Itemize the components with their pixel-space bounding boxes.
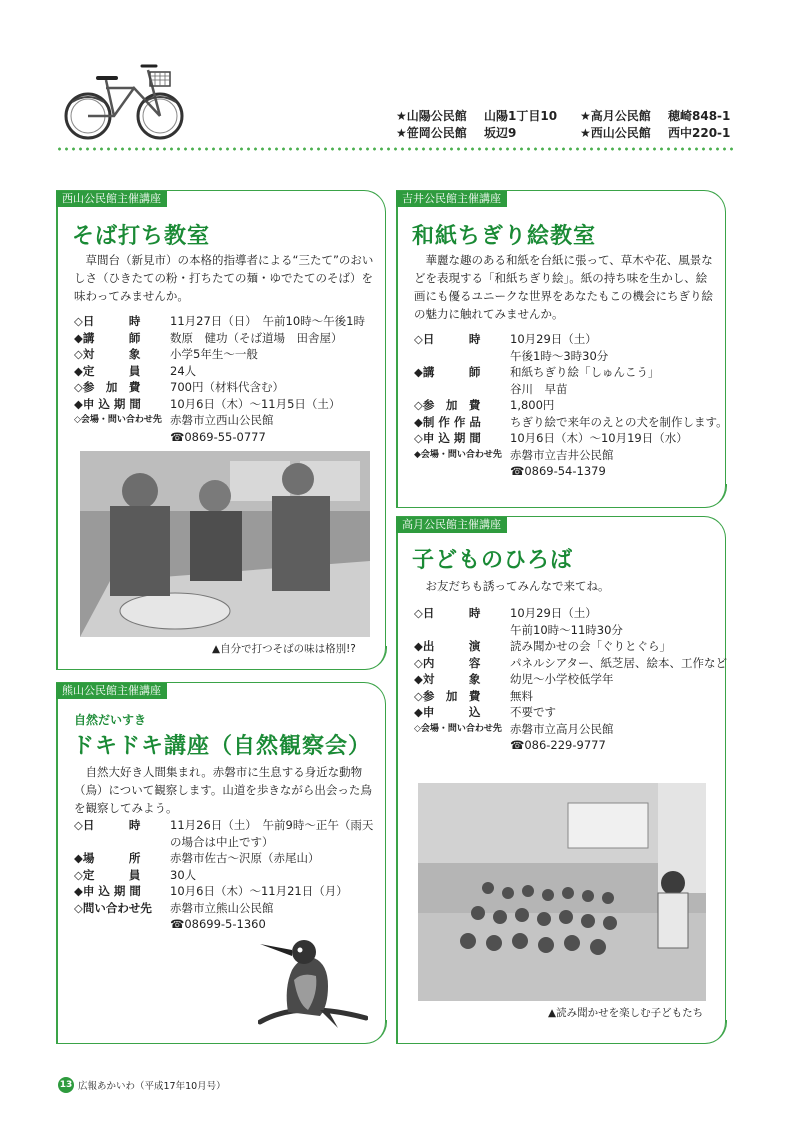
info-value: ちぎり絵で来年のえとの犬を制作します。	[510, 414, 728, 429]
info-label: ◆制 作 作 品	[414, 414, 481, 429]
page-footer	[58, 1077, 226, 1093]
info-row	[74, 883, 374, 900]
info-value: 赤磐市立高月公民館	[510, 721, 614, 736]
page-number: 13	[58, 1077, 74, 1093]
info-row	[414, 348, 718, 365]
info-value: 数原 健功（そば道場 田舎屋）	[170, 330, 343, 345]
info-value: ★高月公民館	[580, 109, 651, 123]
info-label	[414, 737, 510, 754]
publication-name: 広報あかいわ（平成17年10月号）	[78, 1081, 226, 1092]
info-value: 10月6日（木）～10月19日（水）	[510, 431, 688, 445]
info-value: ☎08699-5-1360	[170, 917, 266, 931]
info-row	[74, 379, 374, 396]
info-row	[414, 671, 724, 688]
info-label: ◆講 師	[414, 365, 481, 379]
info-label: ◇内 容	[414, 655, 481, 670]
info-value: 1,800円	[510, 398, 555, 412]
info-row	[414, 364, 718, 381]
info-label: ◆対 象	[414, 672, 481, 686]
info-label: ◆申 込 期 間	[74, 884, 141, 898]
info-label: ◇定 員	[74, 867, 141, 882]
info-label: ◇日 時	[414, 332, 481, 346]
info-value: 西中220-1	[668, 126, 731, 140]
course-description: お友だちも誘ってみんなで来てね。	[425, 579, 610, 593]
info-label	[74, 916, 170, 933]
info-label: ◇問い合わせ先	[74, 900, 152, 915]
info-value: 10月6日（木）～11月5日（土）	[170, 396, 341, 411]
info-row	[414, 655, 727, 672]
info-row	[74, 346, 374, 363]
info-row	[74, 834, 374, 851]
info-label: ◇日 時	[414, 606, 481, 620]
course-tag: 熊山公民館主催講座	[56, 683, 167, 699]
info-value: ☎0869-55-0777	[170, 429, 266, 444]
info-value: 無料	[510, 688, 533, 703]
info-row	[414, 737, 724, 754]
course-description: 自然大好き人間集まれ。赤磐市に生息する身近な動物（鳥）について観察します。山道を歩きながら出会った鳥を観察してみよう。	[74, 765, 372, 815]
info-value: 谷川 早苗	[510, 381, 568, 396]
info-row	[414, 414, 728, 431]
info-row	[414, 638, 724, 655]
info-value: 小学5年生～一般	[170, 347, 258, 361]
info-row	[414, 622, 724, 639]
info-label: ◆会場・問い合わせ先	[414, 449, 502, 460]
info-value: 30人	[170, 867, 197, 882]
course-title: 和紙ちぎり絵教室	[412, 224, 597, 249]
info-row	[74, 429, 374, 446]
info-value: 坂辺9	[484, 126, 517, 140]
info-row	[414, 447, 718, 464]
info-row	[74, 330, 374, 347]
info-value: ☎086-229-9777	[510, 738, 606, 752]
dotted-divider	[56, 147, 736, 151]
address-item	[580, 125, 730, 142]
info-row	[74, 850, 374, 867]
info-label	[414, 622, 510, 639]
info-row	[74, 900, 374, 917]
info-value: 読み聞かせの会「ぐりとぐら」	[510, 639, 671, 653]
info-label: ◇会場・問い合わせ先	[74, 415, 162, 425]
course-info	[74, 817, 374, 933]
address-item	[580, 108, 730, 125]
info-value: 24人	[170, 363, 197, 378]
info-label: ◇参 加 費	[414, 398, 481, 412]
info-row	[414, 331, 718, 348]
info-label: ◆場 所	[74, 851, 141, 865]
info-value: 赤磐市立熊山公民館	[170, 900, 274, 915]
info-label: ◇申 込 期 間	[414, 431, 481, 445]
course-title: そば打ち教室	[72, 224, 211, 249]
course-description: 華麗な趣のある和紙を台紙に張って、草木や花、風景などを表現する「和紙ちぎり絵」。紙の持ち味を生かし、絵画にも優るユニークな世界をあなたもこの機会にちぎり絵の魅力に触れてみませんか。	[414, 253, 713, 321]
info-row	[74, 396, 374, 413]
info-value: ★西山公民館	[580, 126, 651, 140]
info-label: ◇日 時	[74, 314, 141, 328]
info-label	[414, 381, 510, 398]
info-row	[414, 397, 718, 414]
info-label: ◇会場・問い合わせ先	[414, 723, 502, 734]
kodomo-photo	[418, 783, 706, 1001]
info-row	[74, 867, 374, 884]
info-value: ★笹岡公民館	[396, 126, 467, 140]
info-label	[414, 463, 510, 480]
info-label: ◆申 込 期 間	[74, 396, 141, 411]
info-value: 和紙ちぎり絵「しゅんこう」	[510, 365, 660, 379]
info-label: ◇参 加 費	[414, 688, 481, 703]
info-value: ★山陽公民館	[396, 109, 467, 123]
course-info	[74, 313, 374, 445]
info-label: ◆出 演	[414, 639, 481, 653]
soba-photo	[80, 451, 370, 637]
bicycle-illustration	[62, 58, 186, 144]
info-value: 午前10時～11時30分	[510, 622, 623, 637]
course-tag: 高月公民館主催講座	[396, 517, 507, 533]
info-row	[414, 605, 724, 622]
info-row	[414, 704, 724, 721]
info-row	[74, 817, 374, 834]
address-item	[396, 108, 557, 125]
info-label: ◇参 加 費	[74, 380, 141, 394]
info-row	[74, 363, 374, 380]
info-label	[74, 429, 170, 446]
address-list-right	[580, 108, 730, 142]
info-label	[414, 348, 510, 365]
info-row	[414, 381, 718, 398]
info-label: ◇日 時	[74, 818, 141, 832]
info-value: 赤磐市佐古～沢原（赤尾山）	[170, 851, 320, 865]
info-value: ☎0869-54-1379	[510, 464, 606, 478]
info-label: ◆講 師	[74, 330, 141, 345]
info-row	[414, 688, 724, 705]
course-title: ドキドキ講座（自然観察会）	[72, 734, 372, 759]
info-row	[414, 463, 718, 480]
info-value: 700円（材料代含む）	[170, 380, 284, 394]
course-subtitle: 自然だいすき	[74, 713, 147, 727]
info-row	[74, 313, 374, 330]
info-value: 10月29日（土）	[510, 332, 597, 346]
info-value: の場合は中止です）	[170, 834, 274, 849]
course-tag: 吉井公民館主催講座	[396, 191, 507, 207]
info-value: 10月29日（土）	[510, 606, 597, 620]
course-title: 子どものひろば	[412, 548, 574, 573]
info-label: ◆定 員	[74, 363, 141, 378]
washi-course-card	[396, 190, 726, 508]
info-label: ◆申 込	[414, 705, 481, 719]
info-value: 10月6日（木）～11月21日（月）	[170, 884, 348, 898]
info-value: 11月27日（日） 午前10時～午後1時	[170, 314, 365, 328]
address-item	[396, 125, 557, 142]
photo-caption: ▲自分で打つそばの味は格別!?	[212, 643, 356, 655]
soba-course-card	[56, 190, 386, 670]
info-label: ◇対 象	[74, 347, 141, 361]
info-value: 不要です	[510, 705, 556, 719]
course-description: 草間台（新見市）の本格的指導者による“三たて”のおいしさ（ひきたての粉・打ちたての麺・ゆでたてのそば）を味わってみませんか。	[74, 253, 374, 303]
info-value: 赤磐市立吉井公民館	[510, 447, 614, 462]
course-info	[414, 605, 727, 754]
info-value: 赤磐市立西山公民館	[170, 413, 274, 427]
info-value: 山陽1丁目10	[484, 109, 558, 123]
info-value: 午後1時～3時30分	[510, 348, 609, 363]
info-row	[414, 430, 718, 447]
info-row	[74, 412, 374, 429]
info-value: 幼児～小学校低学年	[510, 672, 614, 686]
address-list-left	[396, 108, 557, 142]
kodomo-course-card	[396, 516, 726, 1044]
kingfisher-illustration	[258, 930, 368, 1030]
info-value: 11月26日（土） 午前9時～正午（雨天	[170, 818, 374, 832]
info-row	[414, 721, 724, 738]
info-value: 穂崎848-1	[668, 109, 731, 123]
course-info	[414, 331, 728, 480]
course-tag: 西山公民館主催講座	[56, 191, 167, 207]
photo-caption: ▲読み聞かせを楽しむ子どもたち	[548, 1007, 704, 1019]
info-value: パネルシアター、紙芝居、絵本、工作など	[510, 655, 727, 670]
info-label	[74, 834, 170, 851]
